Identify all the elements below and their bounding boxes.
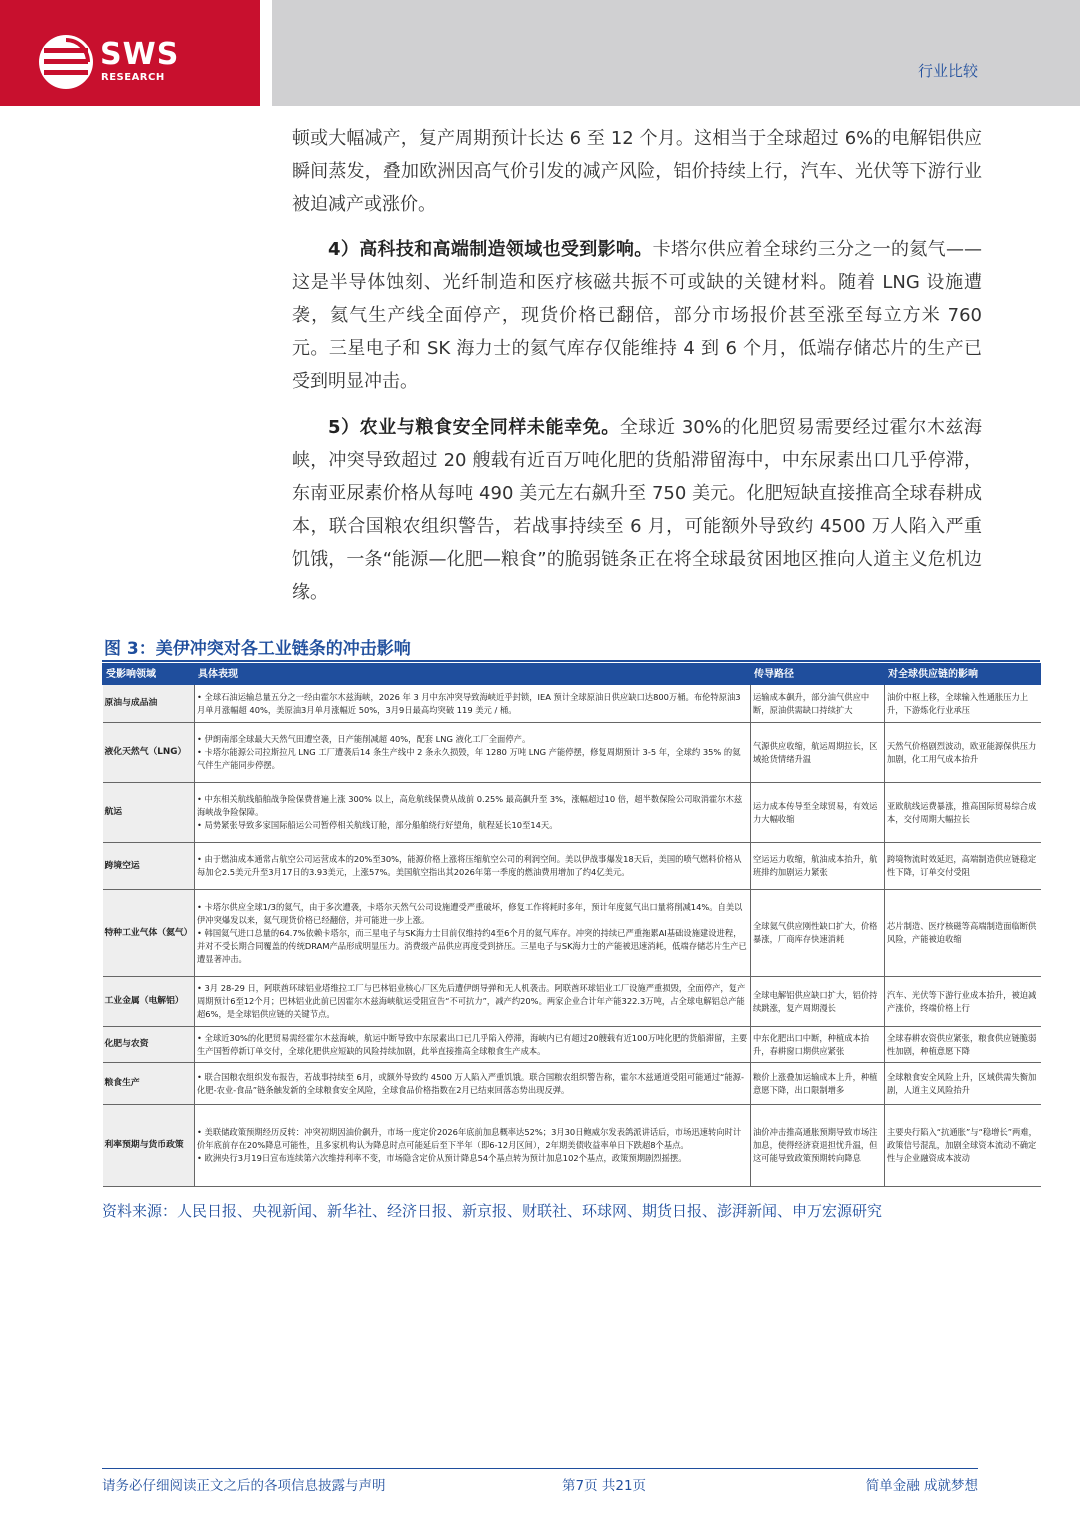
row-detail-bullet: • 美联储政策预期经历反转：冲突初期因油价飙升，市场一度定价2026年底前加息概率达52%；3月30日鲍威尔发表鸽派讲话后，市场迅速转向时计价年底前存在20%降息可能性，且多家机构认为降息时点可能延后至下半年（即6-12月区间），2年期美债收益率单日下跌超8个基点。 [197,1127,742,1150]
paragraph-text: 顿或大幅减产，复产周期预计长达 6 至 12 个月。这相当于全球超过 6%的电解铝供应瞬间蒸发，叠加欧洲因高气价引发的减产风险，铝价持续上行，汽车、光伏等下游行业被迫减产或涨价。 [292,128,982,215]
row-path: 气源供应收缩，航运周期拉长，区域抢货情绪升温 [751,723,885,783]
row-detail-bullet: • 欧洲央行3月19日宣布连续第六次维持利率不变，市场隐含定价从预计降息54个基点转为预计加息102个基点，政策预期剧烈摇摆。 [197,1153,687,1163]
footer-rule [102,1468,978,1469]
row-impact: 油价中枢上移，全球输入性通胀压力上升，下游炼化行业承压 [885,685,1041,723]
table-row [103,1027,1041,1063]
sws-logo-icon [38,34,94,90]
row-detail-bullet: • 中东相关航线船舶战争险保费普遍上涨 300% 以上，高危航线保费从战前 0.25% 最高飙升至 3%，涨幅超过10 倍，超半数保险公司取消霍尔木兹海峡战争险保障。 [197,794,743,817]
logo-wordmark: SWS [100,37,180,72]
row-impact: 芯片制造、医疗核磁等高端制造面临断供风险，产能被迫收缩 [885,890,1041,977]
row-sector: 工业金属（电解铝） [103,977,195,1027]
paragraph-agriculture [292,411,982,609]
footer-slogan: 简单金融 成就梦想 [865,1478,978,1494]
row-path: 油价冲击推高通胀预期导致市场注加息，使得经济衰退担忧升温，但这可能导致政策预期转向降息 [751,1105,885,1187]
row-sector: 液化天然气（LNG） [103,723,195,783]
row-detail-bullet: • 卡塔尔能源公司拉斯拉凡 LNG 工厂遭袭后14 条生产线中 2 条永久损毁，年 1280 万吨 LNG 产能停摆，修复周期预计 3-5 年，全球约 35% 的氦气伴生产能同步停摆。 [197,747,741,770]
row-detail [195,1105,751,1187]
row-sector: 航运 [103,783,195,843]
section-label: 行业比较 [917,62,978,80]
row-detail-bullet: • 伊朗南部全球最大天然气田遭空袭，日产能削减超 40%，配套 LNG 液化工厂全面停产。 [197,734,531,744]
footer-disclaimer: 请务必仔细阅读正文之后的各项信息披露与声明 [102,1478,386,1494]
paragraph-text: 卡塔尔供应着全球约三分之一的氦气——这是半导体蚀刻、光纤制造和医疗核磁共振不可或缺的关键材料。随着 LNG 设施遭袭，氦气生产线全面停产，现货价格已翻倍，部分市场报价甚至涨至每立方米 760 元。三星电子和 SK 海力士的氦气库存仅能维持 4 到 6 个月，低端存储芯片的生产已受到明显冲击。 [292,239,983,392]
figure-source: 资料来源：人民日报、央视新闻、新华社、经济日报、新京报、财联社、环球网、期货日报、澎湃新闻、申万宏源研究 [102,1202,883,1220]
paragraph-lead: 4）高科技和高端制造领域也受到影响。 [328,239,653,260]
paragraph-aluminum [292,122,982,221]
paragraph-text: 全球近 30%的化肥贸易需要经过霍尔木兹海峡，冲突导致超过 20 艘载有近百万吨化肥的货船滞留海中，中东尿素出口几乎停滞，东南亚尿素价格从每吨 490 美元左右飙升至 750 美元。化肥短缺直接推高全球春耕成本，联合国粮农组织警告，若战事持续至 6 月，可能额外导致约 4500 万人陷入严重饥饿，一条“能源—化肥—粮食”的脆弱链条正在将全球最贫困地区推向人道主义危机边缘。 [292,417,982,603]
row-path: 全球电解铝供应缺口扩大，铝价持续跳涨，复产周期漫长 [751,977,885,1027]
row-sector: 跨境空运 [103,843,195,890]
row-sector: 粮食生产 [103,1063,195,1105]
row-detail [195,723,751,783]
header-gray-band [272,0,1080,106]
row-detail: • 全球石油运输总量五分之一经由霍尔木兹海峡，2026 年 3 月中东冲突导致海峡近乎封锁，IEA 预计全球原油日供应缺口达800万桶。布伦特原油3月单月涨幅超 40%，美原油3月单月涨幅近 50%，3月9日最高均突破 119 美元 / 桶。 [195,685,751,723]
row-impact: 亚欧航线运费暴涨，推高国际贸易综合成本，交付周期大幅拉长 [885,783,1041,843]
header-sector: 受影响领域 [103,664,195,685]
row-detail [195,783,751,843]
figure-rule [102,660,1040,662]
page-number: 第7页 共21页 [562,1478,647,1494]
header-impact: 对全球供应链的影响 [885,664,1041,685]
paragraph-hightech [292,233,982,398]
table-row [103,1105,1041,1187]
figure-title: 图 3：美伊冲突对各工业链条的冲击影响 [104,639,411,659]
row-path: 运输成本飙升，部分油气供应中断，原油供需缺口持续扩大 [751,685,885,723]
table-row [103,1063,1041,1105]
row-detail: • 联合国粮农组织发布报告，若战事持续至 6月，或额外导致约 4500 万人陷入严重饥饿。联合国粮农组织警告称，霍尔木兹通道受阻可能通过“能源-化肥-农业-食品”链条触发新的全球粮食安全风险，全球食品价格指数在2月已结束回落态势出现反弹。 [195,1063,751,1105]
header-detail: 具体表现 [195,664,751,685]
row-detail-bullet: • 局势紧张导致多家国际船运公司暂停相关航线订舱，部分船舶绕行好望角，航程延长10至14天。 [197,820,558,830]
row-path: 粮价上涨叠加运输成本上升，种植意愿下降，出口限制增多 [751,1063,885,1105]
row-detail: • 3月 28-29 日，阿联酋环球铝业塔维拉工厂与巴林铝业核心厂区先后遭伊朗导弹和无人机袭击。阿联酋环球铝业工厂设施严重损毁，全面停产，复产周期预计6至12个月；巴林铝业此前已因霍尔木兹海峡航运受阻宣告“不可抗力”，减产约20%。两家企业合计年产能322.3万吨，占全球电解铝总产能超6%，是全球铝供应链的关键节点。 [195,977,751,1027]
row-path: 中东化肥出口中断，种植成本抬升，春耕窗口期供应紧张 [751,1027,885,1063]
row-detail [195,890,751,977]
table-row [103,723,1041,783]
row-path: 空运运力收缩，航油成本抬升，航班排约加剧运力紧张 [751,843,885,890]
row-detail-bullet: • 韩国氦气进口总量的64.7%依赖卡塔尔，而三星电子与SK海力士目前仅维持约4至6个月的氦气库存。冲突的持续已严重拖累AI基础设施建设进程，并对不受长期合同覆盖的传统DRAM产品形成明显压力。消费级产品供应再度受到挤压。三星电子与SK海力士的产能被迅速消耗，低端存储芯片生产已遭显著冲击。 [197,927,747,964]
table-row [103,843,1041,890]
table-header-row [103,664,1041,685]
paragraph-lead: 5）农业与粮食安全同样未能幸免。 [328,417,620,438]
table-row [103,977,1041,1027]
table-row [103,685,1041,723]
row-impact: 汽车、光伏等下游行业成本抬升，被迫减产涨价，终端价格上行 [885,977,1041,1027]
impact-table [102,663,1041,1187]
row-impact: 全球粮食安全风险上升，区域供需失衡加剧，人道主义风险抬升 [885,1063,1041,1105]
row-detail-bullet: • 卡塔尔供应全球1/3的氦气，由于多次遭袭，卡塔尔天然气公司设施遭受严重破坏，修复工作将耗时多年，预计年度氦气出口量将削减14%。自美以伊冲突爆发以来，氦气现货价格已经翻倍，并可能进一步上涨。 [197,901,743,925]
row-path: 全球氦气供应刚性缺口扩大，价格暴涨，厂商库存快速消耗 [751,890,885,977]
row-impact: 全球春耕农资供应紧张，粮食供应链脆弱性加剧，种植意愿下降 [885,1027,1041,1063]
row-detail: • 由于燃油成本通常占航空公司运营成本的20%至30%，能源价格上涨将压缩航空公司的利润空间。美以伊战事爆发18天后，美国的喷气燃料价格从每加仑2.5美元升至3月17日的3.93美元，上涨57%。美国航空指出其2026年第一季度的燃油费用增加了约4亿美元。 [195,843,751,890]
row-sector: 利率预期与货币政策 [103,1105,195,1187]
row-impact: 主要央行陷入“抗通胀”与“稳增长”两难，政策信号混乱，加剧全球资本流动不确定性与企业融资成本波动 [885,1105,1041,1187]
row-impact: 跨境物流时效延迟，高端制造供应链稳定性下降，订单交付受阻 [885,843,1041,890]
row-detail: • 全球近30%的化肥贸易需经霍尔木兹海峡，航运中断导致中东尿素出口已几乎陷入停滞，海峡内已有超过20艘载有近100万吨化肥的货船滞留，主要生产国暂停新订单交付，全球化肥供应短缺的风险持续加剧，此举直接推高全球粮食生产成本。 [195,1027,751,1063]
row-path: 运力成本传导至全球贸易，有效运力大幅收缩 [751,783,885,843]
row-sector: 原油与成品油 [103,685,195,723]
table-row [103,783,1041,843]
row-sector: 化肥与农资 [103,1027,195,1063]
table-row [103,890,1041,977]
header-path: 传导路径 [751,664,885,685]
row-impact: 天然气价格剧烈波动，欧亚能源保供压力加剧，化工用气成本抬升 [885,723,1041,783]
logo-subtitle: RESEARCH [101,72,165,83]
row-sector: 特种工业气体（氦气） [103,890,195,977]
